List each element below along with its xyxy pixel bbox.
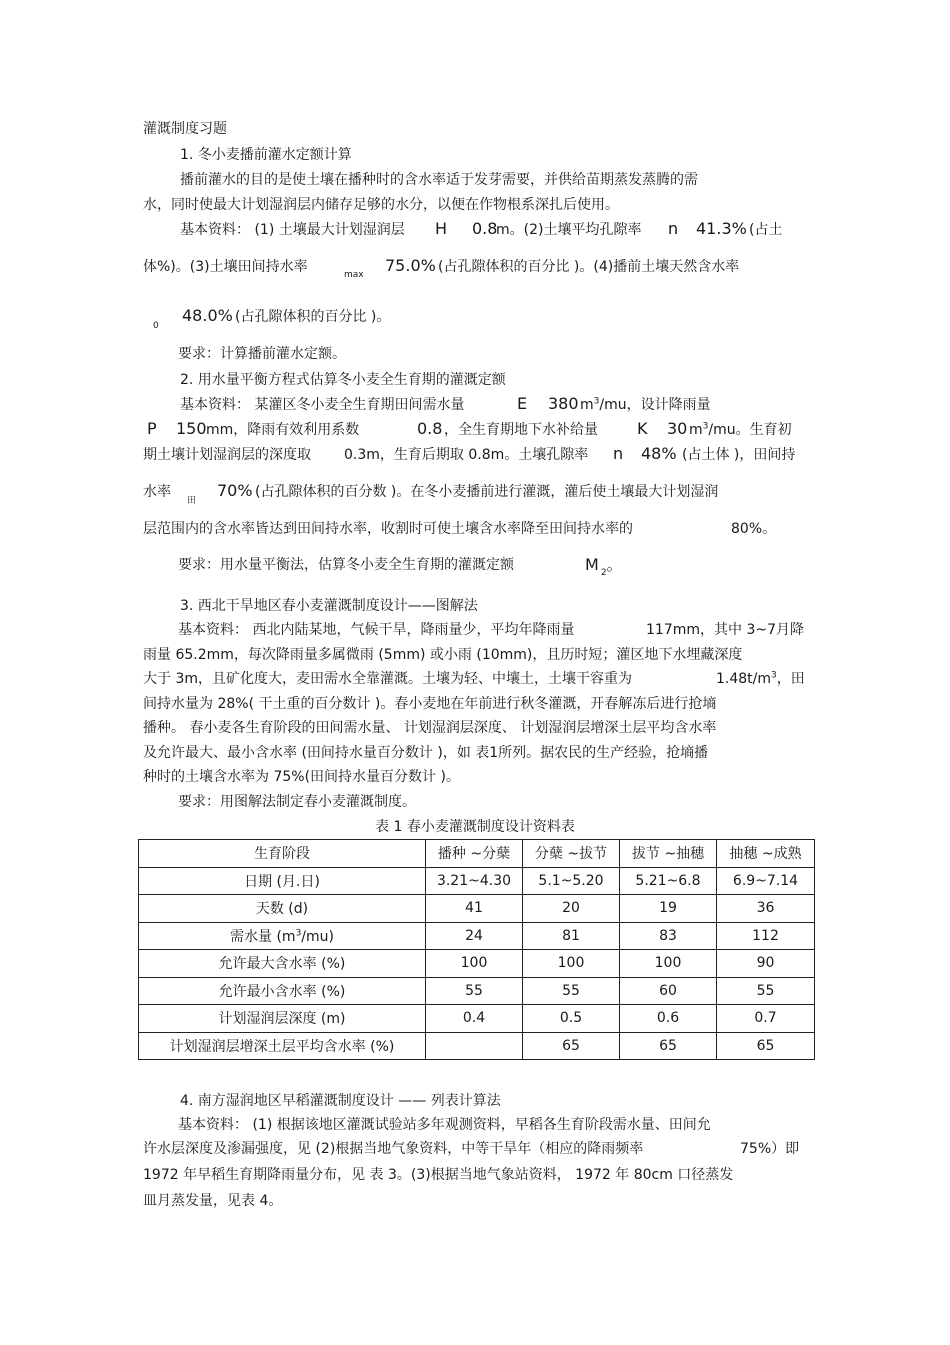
table-cell: 90	[717, 950, 815, 978]
row-label: 计划湿润层深度 (m)	[139, 1005, 426, 1033]
s1-symbol-H: H	[435, 219, 448, 238]
row-label: 允许最大含水率 (%)	[139, 950, 426, 978]
s1-max-subscript: max	[344, 270, 364, 280]
s3-line-6: 及允许最大、最小含水率 (田间持水量百分数计 )，如 表1所列。据农民的生产经验，抢墒播	[143, 745, 709, 761]
s1-value-H: 0.8	[472, 219, 498, 238]
table-header-cell: 生育阶段	[139, 840, 426, 868]
table-header-cell: 抽穗 ~成熟	[717, 840, 815, 868]
s4-line-3: 1972 年早稻生育期降雨量分布，见 表 3。(3)根据当地气象站资料， 1972 年 80cm 口径蒸发	[143, 1167, 734, 1183]
table-row	[139, 922, 815, 950]
s1-max-note: (占孔隙体积的百分比 )。(4)播前土壤天然含水率	[438, 259, 740, 275]
table-cell: 3.21~4.30	[426, 867, 523, 895]
section-3-heading: 3. 西北干旱地区春小麦灌溉制度设计——图解法	[180, 598, 478, 614]
table-cell: 81	[523, 922, 620, 950]
s2-tian-subscript: 田	[187, 496, 197, 506]
s4-line-2b: 75%）即	[740, 1141, 800, 1157]
s3-line-4: 间持水量为 28%( 干土重的百分数计 )。春小麦地在年前进行秋冬灌溉，开春解冻后进行抢墒	[143, 696, 717, 712]
s1-value-n: 41.3%	[696, 219, 747, 238]
s2-E-unit: $m^3/mu$，设计降雨量	[580, 396, 711, 413]
s2-basic-label: 基本资料： 某灌区冬小麦全生育期田间需水量	[180, 397, 465, 413]
s1-intro-line-1: 播前灌水的目的是使土壤在播种时的含水率适于发芽需要，并供给苗期蒸发蒸腾的需	[180, 172, 698, 188]
s2-symbol-P: P	[147, 419, 157, 438]
table-cell: 36	[717, 895, 815, 923]
s3-line-3b: $1.48t/m^3$，田	[716, 670, 805, 687]
table-cell: 19	[620, 895, 717, 923]
s2-value-K: 30	[667, 419, 688, 438]
table-cell: 65	[620, 1032, 717, 1060]
s1-max-value: 75.0%	[385, 256, 436, 275]
design-data-table	[138, 839, 815, 1060]
s3-line-1a: 基本资料： 西北内陆某地，气候干旱，降雨量少，平均年降雨量	[178, 622, 575, 638]
table-cell: 112	[717, 922, 815, 950]
s3-requirement: 要求：用图解法制定春小麦灌溉制度。	[178, 794, 416, 810]
s1-symbol-n: n	[668, 219, 679, 238]
table-cell: 100	[426, 950, 523, 978]
table-cell: 0.6	[620, 1005, 717, 1033]
table-row	[139, 867, 815, 895]
s2-value-P: 150	[176, 419, 207, 438]
table-cell: 55	[717, 977, 815, 1005]
row-label: 允许最小含水率 (%)	[139, 977, 426, 1005]
s3-line-7: 种时的土壤含水率为 75%(田间持水量百分数计 )。	[143, 769, 460, 785]
s1-zero-subscript: 0	[153, 321, 159, 331]
table-row	[139, 1032, 815, 1060]
s4-line-2a: 许水层深度及渗漏强度，见 (2)根据当地气象资料，中等干旱年（相应的降雨频率	[143, 1141, 644, 1157]
s1-intro-line-2: 水，同时使最大计划湿润层内储存足够的水分，以便在作物根系深扎后使用。	[143, 197, 619, 213]
s2-K-unit: $m^3/mu$。生育初	[689, 421, 792, 438]
s2-rain-coef: 0.8	[417, 419, 443, 438]
table-cell	[426, 1032, 523, 1060]
s1-n-note: (占土	[749, 222, 783, 238]
s2-n-note: (占土体 )，田间持	[682, 447, 796, 463]
table-row	[139, 977, 815, 1005]
s3-line-3a: 大于 3m，且矿化度大，麦田需水全靠灌溉。土壤为轻、中壤土，土壤干容重为	[143, 671, 632, 687]
s2-tian-value: 70%	[217, 481, 253, 500]
s2-P-note: mm，降雨有效利用系数	[206, 422, 360, 438]
table-header-cell: 拔节 ~抽穗	[620, 840, 717, 868]
s1-H-unit: m。(2)土壤平均孔隙率	[496, 222, 642, 238]
s1-zero-note: (占孔隙体积的百分比 )。	[235, 309, 391, 325]
table-header-row	[139, 840, 815, 868]
s2-line-4a: 水率	[143, 484, 171, 500]
table-cell: 0.4	[426, 1005, 523, 1033]
s2-line-3b: 0.3m，生育后期取 0.8m。土壤孔隙率	[344, 447, 589, 463]
row-label: 日期 (月.日)	[139, 867, 426, 895]
row-label: 天数 (d)	[139, 895, 426, 923]
section-4-heading: 4. 南方湿润地区早稻灌溉制度设计 —— 列表计算法	[180, 1093, 501, 1109]
table-cell: 65	[717, 1032, 815, 1060]
s2-requirement: 要求：用水量平衡法，估算冬小麦全生育期的灌溉定额	[178, 557, 514, 573]
table-header-cell: 分蘖 ~拔节	[523, 840, 620, 868]
table-caption: 表 1 春小麦灌溉制度设计资料表	[375, 819, 575, 835]
row-label: 需水量 $(m^3/mu)$	[139, 922, 426, 950]
s1-basic-label: 基本资料： (1) 土壤最大计划湿润层	[180, 222, 405, 238]
s3-line-2: 雨量 65.2mm，每次降雨量多属微雨 (5mm) 或小雨 (10mm)，且历时短；灌区地下水埋藏深度	[143, 647, 743, 663]
s3-line-5: 播种。 春小麦各生育阶段的田间需水量、 计划湿润层深度、 计划湿润层增深土层平均含水率	[143, 720, 717, 736]
s1-requirement: 要求：计算播前灌水定额。	[178, 346, 346, 362]
s2-symbol-K: K	[637, 419, 648, 438]
s2-symbol-E: E	[517, 394, 528, 413]
s4-line-4: 皿月蒸发量，见表 4。	[143, 1193, 283, 1209]
s2-symbol-n: n	[613, 444, 624, 463]
row-label: 计划湿润层增深土层平均含水率 (%)	[139, 1032, 426, 1060]
table-cell: 20	[523, 895, 620, 923]
table-cell: 5.21~6.8	[620, 867, 717, 895]
s2-coef-note: ，全生育期地下水补给量	[444, 422, 598, 438]
s2-tian-note: (占孔隙体积的百分数 )。在冬小麦播前进行灌溉，灌后使土壤最大计划湿润	[255, 484, 719, 500]
s2-value-n: 48%	[641, 444, 677, 463]
document-title: 灌溉制度习题	[143, 121, 227, 137]
s1-zero-value: 48.0%	[182, 306, 233, 325]
table-cell: 65	[523, 1032, 620, 1060]
table-cell: 55	[426, 977, 523, 1005]
s4-line-1: 基本资料： (1) 根据该地区灌溉试验站多年观测资料，早稻各生育阶段需水量、田间允	[178, 1117, 711, 1133]
table-cell: 55	[523, 977, 620, 1005]
s3-line-1b: 117mm，其中 3~7月降	[646, 622, 804, 638]
section-1-heading: 1. 冬小麦播前灌水定额计算	[180, 147, 352, 163]
table-cell: 100	[620, 950, 717, 978]
table-cell: 41	[426, 895, 523, 923]
table-header-cell: 播种 ~分蘖	[426, 840, 523, 868]
s2-value-E: 380	[548, 394, 579, 413]
s2-line-5-percent: 80%。	[731, 521, 777, 537]
table-row	[139, 950, 815, 978]
table-cell: 0.7	[717, 1005, 815, 1033]
table-row	[139, 1005, 815, 1033]
s2-line-5: 层范围内的含水率皆达到田间持水率，收割时可使土壤含水率降至田间持水率的	[143, 521, 633, 537]
section-2-heading: 2. 用水量平衡方程式估算冬小麦全生育期的灌溉定额	[180, 372, 506, 388]
table-row	[139, 895, 815, 923]
s2-symbol-M: M $_2$。	[585, 555, 623, 578]
table-cell: 0.5	[523, 1005, 620, 1033]
table-cell: 83	[620, 922, 717, 950]
table-cell: 5.1~5.20	[523, 867, 620, 895]
table-cell: 60	[620, 977, 717, 1005]
table-cell: 6.9~7.14	[717, 867, 815, 895]
table-cell: 24	[426, 922, 523, 950]
s1-basic-line-2: 体%)。(3)土壤田间持水率	[143, 259, 308, 275]
s2-line-3a: 期土壤计划湿润层的深度取	[143, 447, 311, 463]
table-cell: 100	[523, 950, 620, 978]
